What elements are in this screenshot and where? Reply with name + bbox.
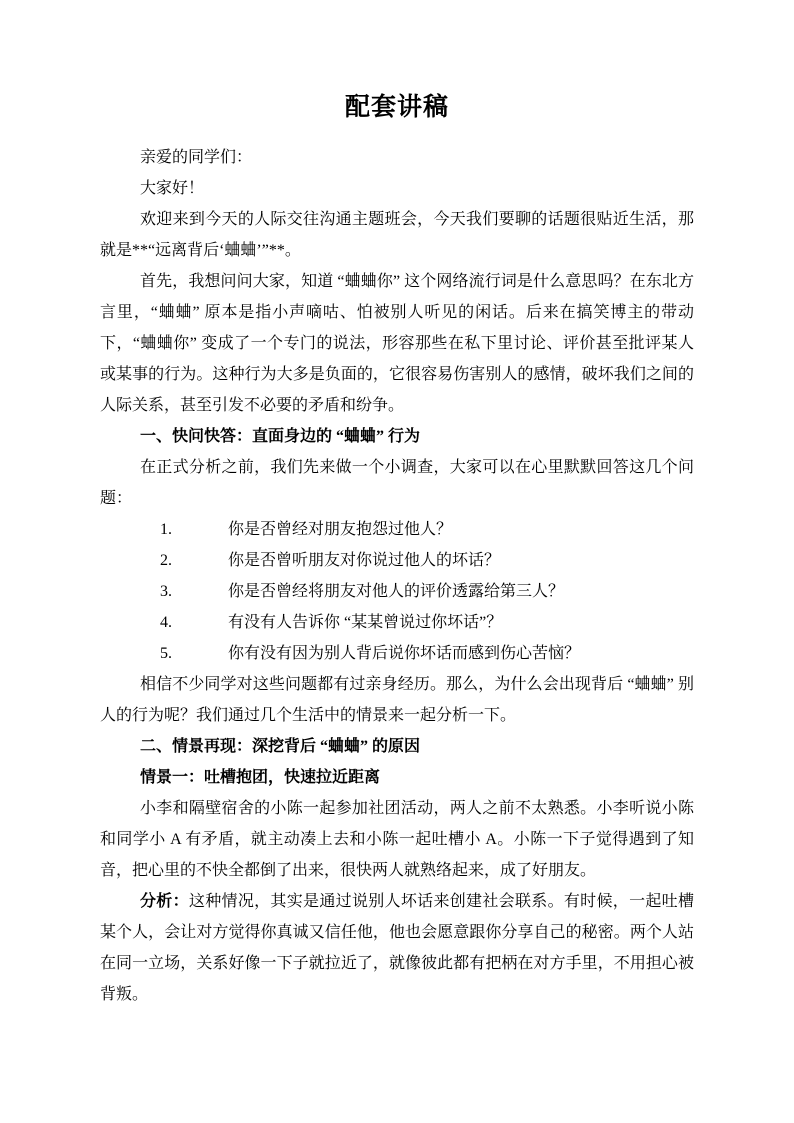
document-title: 配套讲稿 [344,94,449,121]
section2-heading: 二、情景再现：深挖背后 “蛐蛐” 的原因 [140,738,421,755]
intro-paragraph: 欢迎来到今天的人际交往沟通主题班会，今天我们要聊的话题很贴近生活，那就是**“远离背后‘蛐蛐’”**。 [100,211,694,259]
analysis-label: 分析： [140,893,189,910]
list-item-number: 5. [160,645,172,662]
list-item [100,576,694,607]
list-item-text: 你是否曾经将朋友对他人的评价透露给第三人？ [228,583,565,600]
list-item-number: 1. [160,521,172,538]
list-item [100,545,694,576]
transition-paragraph: 相信不少同学对这些问题都有过亲身经历。那么，为什么会出现背后 “蛐蛐” 别人的行为呢？我们通过几个生活中的情景来一起分析一下。 [100,676,694,724]
list-item [100,607,694,638]
salutation-line: 亲爱的同学们： [140,149,253,166]
list-item-text: 有没有人告诉你 “某某曾说过你坏话”？ [228,614,503,631]
list-item [100,514,694,545]
background-paragraph: 首先，我想问问大家，知道 “蛐蛐你” 这个网络流行词是什么意思吗？在东北方言里，“蛐蛐” 原本是指小声嘀咕、怕被别人听见的闲话。后来在搞笑博主的带动下，“蛐蛐你” 变成了一个专门的说法，形容那些在私下里讨论、评价甚至批评某人或某事的行为。这种行为大多是负面的，它很容易伤害别人的感情，破坏我们之间的人际关系，甚至引发不必要的矛盾和纷争。 [100,273,694,414]
greeting-line: 大家好！ [140,180,205,197]
scene1-body-paragraph: 小李和隔壁宿舍的小陈一起参加社团活动，两人之前不太熟悉。小李听说小陈和同学小 A 有矛盾，就主动凑上去和小陈一起吐槽小 A。小陈一下子觉得遇到了知音，把心里的不快全都倒了出来，很快两人就熟络起来，成了好朋友。 [100,800,694,879]
list-item-text: 你是否曾听朋友对你说过他人的坏话？ [228,552,501,569]
list-item-text: 你有没有因为别人背后说你坏话而感到伤心苦恼？ [228,645,581,662]
analysis-paragraph [100,886,694,1010]
scene1-heading: 情景一：吐槽抱团，快速拉近距离 [140,769,381,786]
survey-question-list [100,514,694,669]
analysis-text: 这种情况，其实是通过说别人坏话来创建社会联系。有时候，一起吐槽某个人，会让对方觉得你真诚又信任他，他也会愿意跟你分享自己的秘密。两个人站在同一立场，关系好像一下子就拉近了，就像彼此都有把柄在对方手里，不用担心被背叛。 [100,893,694,1003]
list-item-number: 2. [160,552,172,569]
list-item-number: 4. [160,614,172,631]
list-item-number: 3. [160,583,172,600]
list-item-text: 你是否曾经对朋友抱怨过他人？ [228,521,453,538]
survey-intro-paragraph: 在正式分析之前，我们先来做一个小调查，大家可以在心里默默回答这几个问题： [100,459,694,507]
section1-heading: 一、快问快答：直面身边的 “蛐蛐” 行为 [140,428,421,445]
list-item [100,638,694,669]
